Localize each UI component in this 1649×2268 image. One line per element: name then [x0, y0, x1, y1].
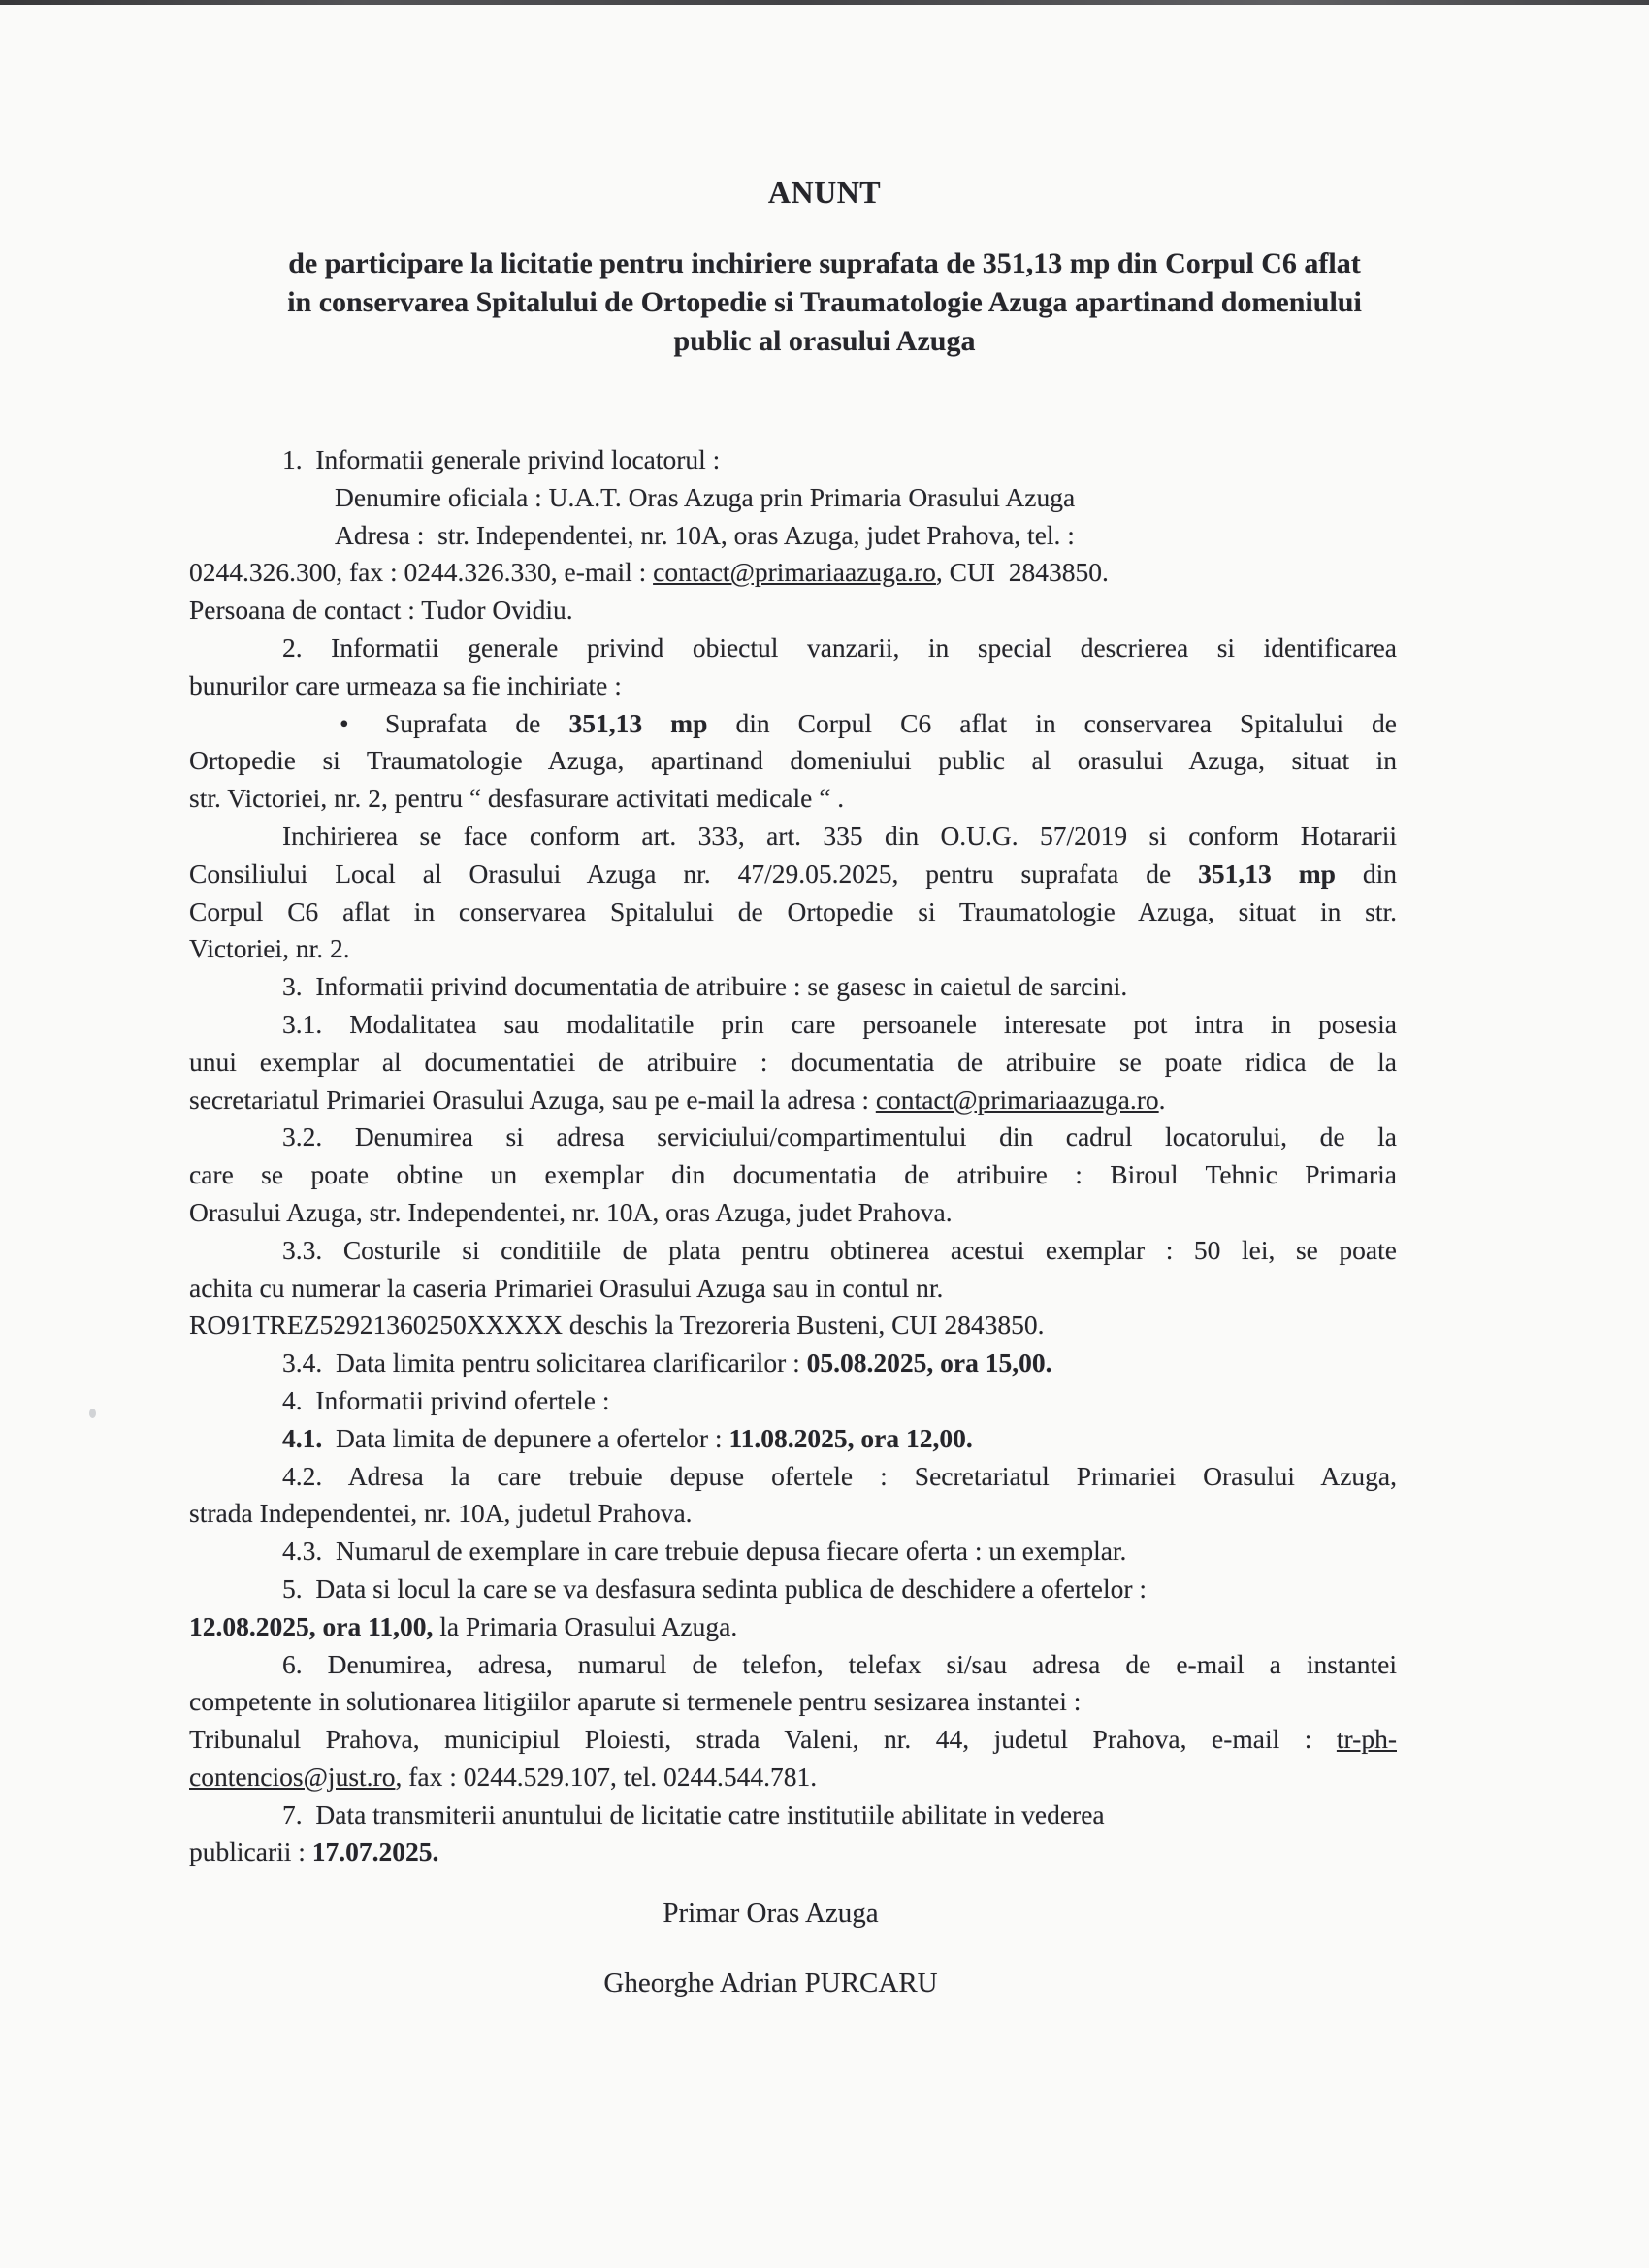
text-segment: , fax : 0244.529.107, tel. 0244.544.781. — [395, 1761, 818, 1792]
body-line — [189, 479, 1397, 517]
body-line — [189, 1608, 1397, 1646]
text-segment: 4.1. — [282, 1422, 323, 1453]
text-segment: Orasului Azuga, str. Independentei, nr. 10A, oras Azuga, judet Prahova. — [189, 1196, 953, 1227]
body-line — [189, 818, 1397, 856]
text-segment: Inchirierea se face conform art. 333, art. 335 din O.U.G. 57/2019 si conform Hotararii — [282, 820, 1397, 851]
text-segment: 3.1. Modalitatea sau modalitatile prin care persoanele interesate pot intra in posesia — [282, 1008, 1397, 1039]
text-segment: achita cu numerar la caseria Primariei Orasului Azuga sau in contul nr. — [189, 1272, 944, 1303]
text-segment: 3.3. Costurile si conditiile de plata pentru obtinerea acestui exemplar : 50 lei, se poate — [282, 1234, 1397, 1265]
body-line — [189, 1194, 1397, 1232]
text-segment: RO91TREZ52921360250XXXXX deschis la Trezoreria Busteni, CUI 2843850. — [189, 1310, 1045, 1341]
email-link-text: contact@primariaazuga.ro — [653, 557, 936, 588]
text-segment: Persoana de contact : Tudor Ovidiu. — [189, 595, 573, 626]
text-segment: 5. Data si locul la care se va desfasura sedinta publica de deschidere a ofertelor : — [282, 1572, 1148, 1604]
text-segment: Ortopedie si Traumatologie Azuga, apartinand domeniului public al orasului Azuga, situat in — [189, 745, 1397, 776]
body-line — [189, 1495, 1397, 1533]
body-line — [189, 1571, 1397, 1608]
text-segment: 4.3. Numarul de exemplare in care trebuie depusa fiecare oferta : un exemplar. — [282, 1536, 1127, 1567]
body-line — [189, 517, 1397, 555]
body-line — [189, 742, 1397, 780]
text-segment: 2. Informatii generale privind obiectul vanzarii, in special descrierea si identificarea — [282, 632, 1397, 663]
text-segment: 05.08.2025, ora 15,00. — [806, 1347, 1052, 1378]
body-line — [189, 630, 1397, 667]
text-segment: Consiliului Local al Orasului Azuga nr. 47/29.05.2025, pentru suprafata de — [189, 858, 1199, 889]
body-line — [189, 1759, 1397, 1797]
text-segment: Corpul C6 aflat in conservarea Spitalului de Ortopedie si Traumatologie Azuga, situat in str. — [189, 895, 1397, 926]
signature-role: Primar Oras Azuga — [663, 1897, 879, 1928]
body-line — [189, 968, 1397, 1006]
text-segment: care se poate obtine un exemplar din documentatia de atribuire : Biroul Tehnic Primaria — [189, 1159, 1397, 1190]
text-segment: 6. Denumirea, adresa, numarul de telefon, telefax si/sau adresa de e-mail a instantei — [282, 1648, 1397, 1679]
body-line — [189, 667, 1397, 705]
body-line — [189, 1082, 1397, 1119]
body-line — [189, 1345, 1397, 1382]
text-segment: 351,13 mp — [568, 707, 708, 738]
text-segment: Data limita de depunere a ofertelor : — [322, 1422, 729, 1453]
body-line — [189, 780, 1397, 818]
scan-speck-artifact — [89, 1409, 96, 1418]
body-line — [189, 1646, 1397, 1684]
text-segment: unui exemplar al documentatiei de atribuire : documentatia de atribuire se poate ridica de la — [189, 1046, 1397, 1077]
body-line — [189, 1721, 1397, 1759]
body-line — [189, 856, 1397, 893]
text-segment: 12.08.2025, ora 11,00, — [189, 1610, 434, 1641]
text-segment: Suprafata de — [385, 707, 569, 738]
text-segment: str. Victoriei, nr. 2, pentru “ desfasurare activitati medicale “ . — [189, 783, 845, 814]
text-segment: bunurilor care urmeaza sa fie inchiriate : — [189, 669, 622, 700]
text-segment: 0244.326.300, fax : 0244.326.330, e-mail : — [189, 557, 654, 588]
body-line — [189, 1156, 1397, 1194]
body-line — [189, 1833, 1397, 1871]
text-segment: Adresa : str. Independentei, nr. 10A, oras Azuga, judet Prahova, tel. : — [335, 519, 1075, 550]
body-line — [189, 1382, 1397, 1420]
text-segment: , CUI 2843850. — [935, 557, 1109, 588]
email-link-text: contact@primariaazuga.ro — [875, 1084, 1159, 1115]
text-segment: Tribunalul Prahova, municipiul Ploiesti, strada Valeni, nr. 44, judetul Prahova, e-mail : — [189, 1724, 1337, 1755]
body-line — [189, 592, 1397, 630]
body-line — [189, 705, 1397, 743]
body-line — [189, 893, 1397, 931]
body-line — [189, 1533, 1397, 1571]
body-line — [189, 1683, 1397, 1721]
body-line — [189, 1420, 1397, 1458]
text-segment: secretariatul Primariei Orasului Azuga, sau pe e-mail la adresa : — [189, 1084, 876, 1115]
text-segment: Victoriei, nr. 2. — [189, 933, 350, 964]
text-segment: Denumire oficiala : U.A.T. Oras Azuga prin Primaria Orasului Azuga — [335, 481, 1076, 512]
text-segment: competente in solutionarea litigiilor aparute si termenele pentru sesizarea instantei : — [189, 1686, 1082, 1717]
body-line — [189, 441, 1397, 479]
text-segment: din — [1335, 858, 1398, 889]
body-line — [189, 1006, 1397, 1044]
signature-name: Gheorghe Adrian PURCARU — [603, 1967, 938, 1998]
text-segment: 351,13 mp — [1198, 858, 1336, 889]
text-segment: 4. Informatii privind ofertele : — [282, 1384, 610, 1415]
text-segment: 7. Data transmiterii anuntului de licitatie catre institutiile abilitate in vederea — [282, 1798, 1105, 1830]
text-segment: publicarii : — [189, 1836, 312, 1867]
body-line — [189, 1044, 1397, 1082]
doc-subtitle — [126, 244, 1523, 361]
text-segment: 3. Informatii privind documentatia de atribuire : se gasesc in caietul de sarcini. — [282, 971, 1128, 1002]
body-line — [189, 1118, 1397, 1156]
text-segment: 11.08.2025, ora 12,00. — [728, 1422, 973, 1453]
doc-subtitle-line: public al orasului Azuga — [673, 325, 976, 357]
text-segment: 1. Informatii generale privind locatorul : — [282, 444, 721, 474]
email-link-text: contencios@just.ro — [189, 1761, 396, 1792]
doc-subtitle-line: de participare la licitatie pentru inchiriere suprafata de 351,13 mp din Corpul C6 aflat — [288, 247, 1361, 279]
email-link-text: tr-ph- — [1336, 1724, 1397, 1755]
text-segment: din Corpul C6 aflat in conservarea Spitalului de — [707, 707, 1397, 738]
doc-subtitle-line: in conservarea Spitalului de Ortopedie si Traumatologie Azuga apartinand domeniului — [287, 286, 1362, 318]
doc-body — [189, 441, 1397, 1871]
text-segment: 3.4. Data limita pentru solicitarea clarificarilor : — [282, 1347, 807, 1378]
text-segment: 3.2. Denumirea si adresa serviciului/compartimentului din cadrul locatorului, de la — [282, 1121, 1397, 1152]
body-line — [189, 1458, 1397, 1496]
body-line — [189, 1307, 1397, 1345]
bullet-icon: • — [340, 707, 349, 738]
scan-edge-artifact — [0, 0, 1649, 5]
text-segment: 4.2. Adresa la care trebuie depuse ofertele : Secretariatul Primariei Orasului Azuga, — [282, 1460, 1397, 1491]
body-line — [189, 554, 1397, 592]
body-line — [189, 1270, 1397, 1308]
text-segment: 17.07.2025. — [311, 1836, 439, 1867]
body-line — [189, 1797, 1397, 1834]
text-segment: . — [1158, 1084, 1166, 1115]
body-line — [189, 1232, 1397, 1270]
text-segment: strada Independentei, nr. 10A, judetul Prahova. — [189, 1498, 693, 1529]
text-segment: la Primaria Orasului Azuga. — [433, 1610, 738, 1641]
doc-title: ANUNT — [767, 175, 882, 210]
body-line — [189, 930, 1397, 968]
